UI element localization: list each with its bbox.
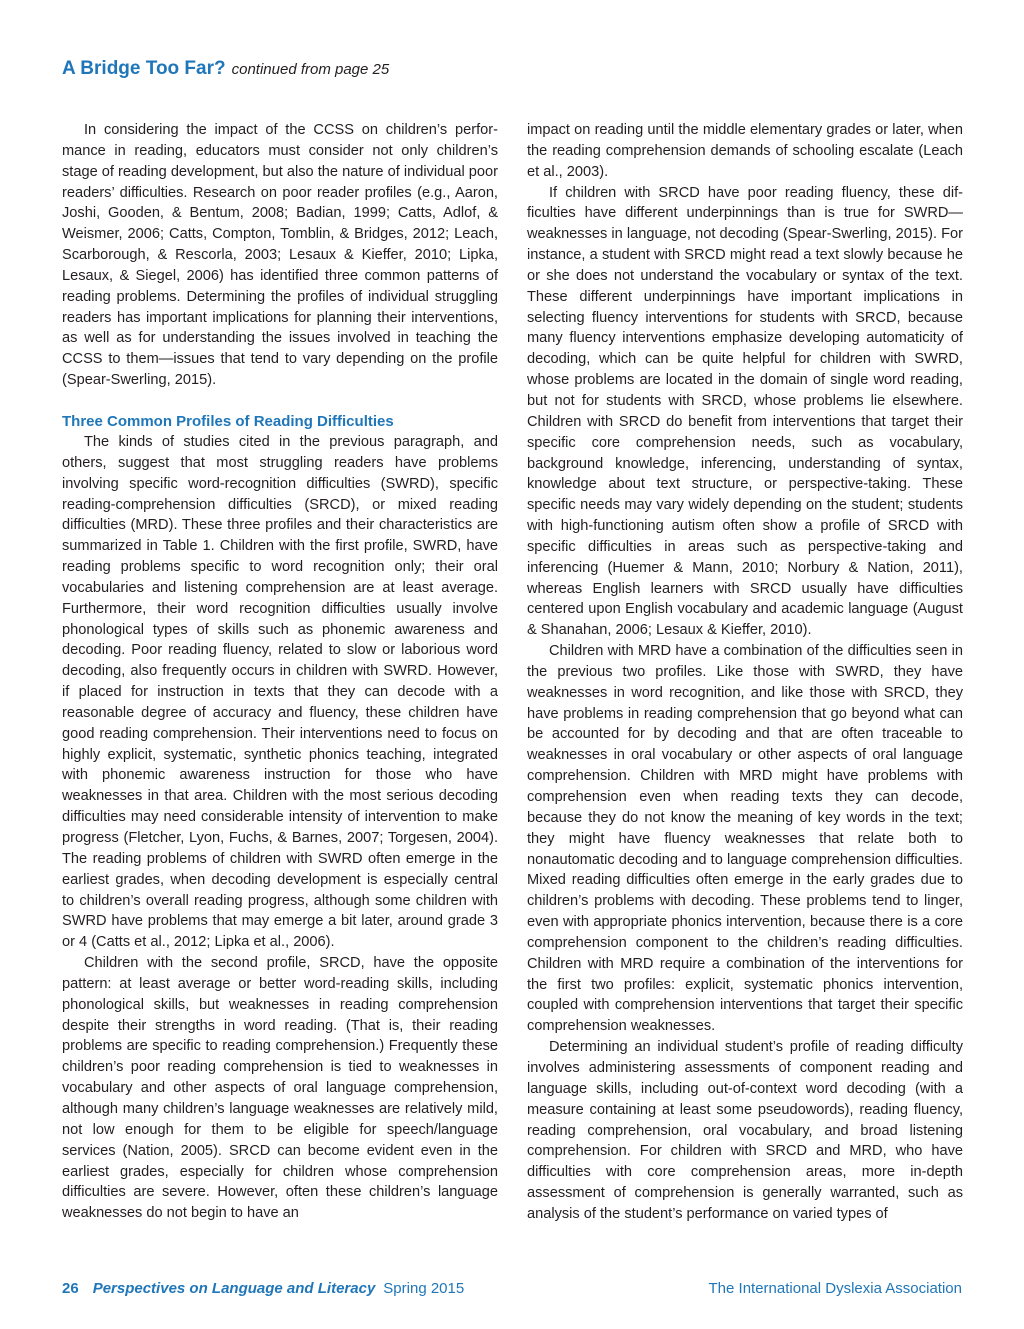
page-footer bbox=[62, 1280, 962, 1302]
paragraph-ccss-impact: In considering the impact of the CCSS on children’s performance in reading, educators must consider not only children’s stage of reading development, but also the nature of individual poor readers’ difficulties. Research on poor reader profiles (e.g., Aaron, Joshi, Gooden, & Bentum, 2008; Badian, 1999; Catts, Adlof, & Weismer, 2006; Catts, Compton, Tomblin, & Bridges, 2012; Leach, Scarborough, & Rescorla, 2003; Lesaux & Kieffer, 2010; Lipka, Lesaux, & Siegel, 2006) has identified three common patterns of reading problems. Determining the profiles of individual struggling readers has important implications for planning their interventions, as well as for understanding the issues involved in teaching the CCSS to them—issues that tend to vary depending on the profile (Spear-Swerling, 2015). bbox=[62, 122, 498, 389]
journal-name: Perspectives on Language and Literacy bbox=[92, 1280, 376, 1297]
paragraph-srcd-profile: Children with the second profile, SRCD, have the opposite pattern: at least average or better word-reading skills, including phonological skills, but weaknesses in reading comprehension despite their strengths in word reading. (That is, their reading problems are specific to reading comprehension.) Frequently these children’s poor reading comprehension is tied to weaknesses in vocabulary and other aspects of oral language comprehension, although many children’s language weaknesses are relatively mild, not low enough for them to be eligible for speech/language services (Nation, 2005). SRCD can become evident even in the earliest grades, especially for children whose comprehension difficulties are severe. However, often these children’s language weaknesses do not begin to have an bbox=[62, 955, 498, 1222]
continued-note: continued from page 25 bbox=[231, 61, 390, 78]
journal-issue: Spring 2015 bbox=[383, 1280, 465, 1297]
running-header bbox=[62, 58, 389, 80]
article-title: A Bridge Too Far? bbox=[62, 58, 226, 79]
paragraph-three-profiles: The kinds of studies cited in the previous paragraph, and others, suggest that most struggling readers have problems involving specific word-recognition difficulties (SWRD), specific reading-comprehension difficulties (SRCD), or mixed reading difficulties (MRD). These three profiles and their characteristics are summarized in Table 1. Children with the first profile, SWRD, have reading problems specific to word recognition only; their oral vocabularies and listening comprehension are at least average. Furthermore, their word recognition difficulties usually involve phonological types of skills such as phonemic awareness and decoding. Poor reading fluency, related to slow or laborious word decoding, also frequently occurs in children with SWRD. However, if placed for instruction in texts that they can decode with a reasonable degree of accuracy and fluency, these children have good reading comprehension. Their interventions need to focus on highly explicit, systematic, synthetic phonics teaching, integrated with phonemic awareness instruction for those who have weaknesses in that area. Children with the most serious decoding difficulties may need considerable intensity of intervention to make progress (Fletcher, Lyon, Fuchs, & Barnes, 2007; Torgesen, 2004). The reading problems of children with SWRD often emerge in the earliest grades, when decoding development is especially central to children’s overall reading progress, although some children with SWRD have problems that may emerge a bit later, around grade 3 or 4 (Catts et al., 2012; Lipka et al., 2006). bbox=[62, 433, 498, 951]
section-heading: Three Common Profiles of Reading Difficulties bbox=[62, 412, 394, 430]
paragraph-mrd-profile: Children with MRD have a combination of the difficulties seen in the previous two profiles. Like those with SWRD, they have weaknesses in word recognition, and like those with SRCD, they have problems in reading comprehension that go beyond what can be accounted for by decoding and that are often traceable to weaknesses in oral vocabulary or other aspects of oral language comprehension. Children with MRD might have problems with comprehension even when reading texts they can decode, because they do not know the meaning of key words in the text; they might have fluency weaknesses that relate both to nonautomatic decoding and to language comprehension difficulties. Mixed reading difficulties often emerge in the early grades due to children’s problems with decoding. These problems tend to linger, even with appropriate phonics intervention, because there is a core comprehension component to the children’s reading difficulties. Children with MRD require a combination of the interventions for the first two profiles: explicit, systematic phonics intervention, coupled with comprehension interventions that target their specific comprehension weaknesses. bbox=[527, 643, 963, 1035]
paragraph-fluency: If children with SRCD have poor reading fluency, these difficulties have different underpinnings than is true for SWRD—weaknesses in language, not decoding (Spear-Swerling, 2015). For instance, a student with SRCD might read a text slowly because he or she does not understand the vocabulary or syntax of the text. These different underpinnings have important implications in selecting fluency interventions for students with SRCD, because many fluency interventions emphasize developing automaticity of decoding, which can be quite helpful for children with SWRD, whose problems are located in the domain of single word reading, but not for students with SRCD, whose problems lie elsewhere. Children with SRCD do benefit from interventions that target their specific core comprehension needs, such as vocabulary, background knowledge, inferencing, understanding of syntax, knowledge about text structure, or perspective-taking. These specific needs may vary widely depending on the student; students with high-functioning autism often show a profile of SRCD with specific difficulties in areas such as perspective-taking and inferencing (Huemer & Mann, 2010; Norbury & Nation, 2011), whereas English learners with SRCD usually have difficulties centered upon English vocabulary and academic language (August & Shanahan, 2006; Lesaux & Kieffer, 2010). bbox=[527, 184, 963, 639]
paragraph-assessment: Determining an individual student’s profile of reading difficulty involves administering assessments of component reading and language skills, including out-of-context word decoding (with a measure containing at least some pseudowords), reading fluency, reading comprehension, oral vocabulary, and broad listening comprehension. For children with SRCD and MRD, who have difficulties with core comprehension areas, more in-depth assessment of comprehension is generally warranted, such as analysis of the student’s performance on varied types of bbox=[527, 1039, 963, 1222]
organization-name: The International Dyslexia Association bbox=[708, 1280, 962, 1297]
paragraph-continued: impact on reading until the middle elementary grades or later, when the reading comprehension demands of schooling escalate (Leach et al., 2003). bbox=[527, 122, 963, 180]
left-column bbox=[62, 120, 498, 1224]
page-number: 26 bbox=[62, 1280, 79, 1297]
right-column bbox=[527, 120, 963, 1225]
